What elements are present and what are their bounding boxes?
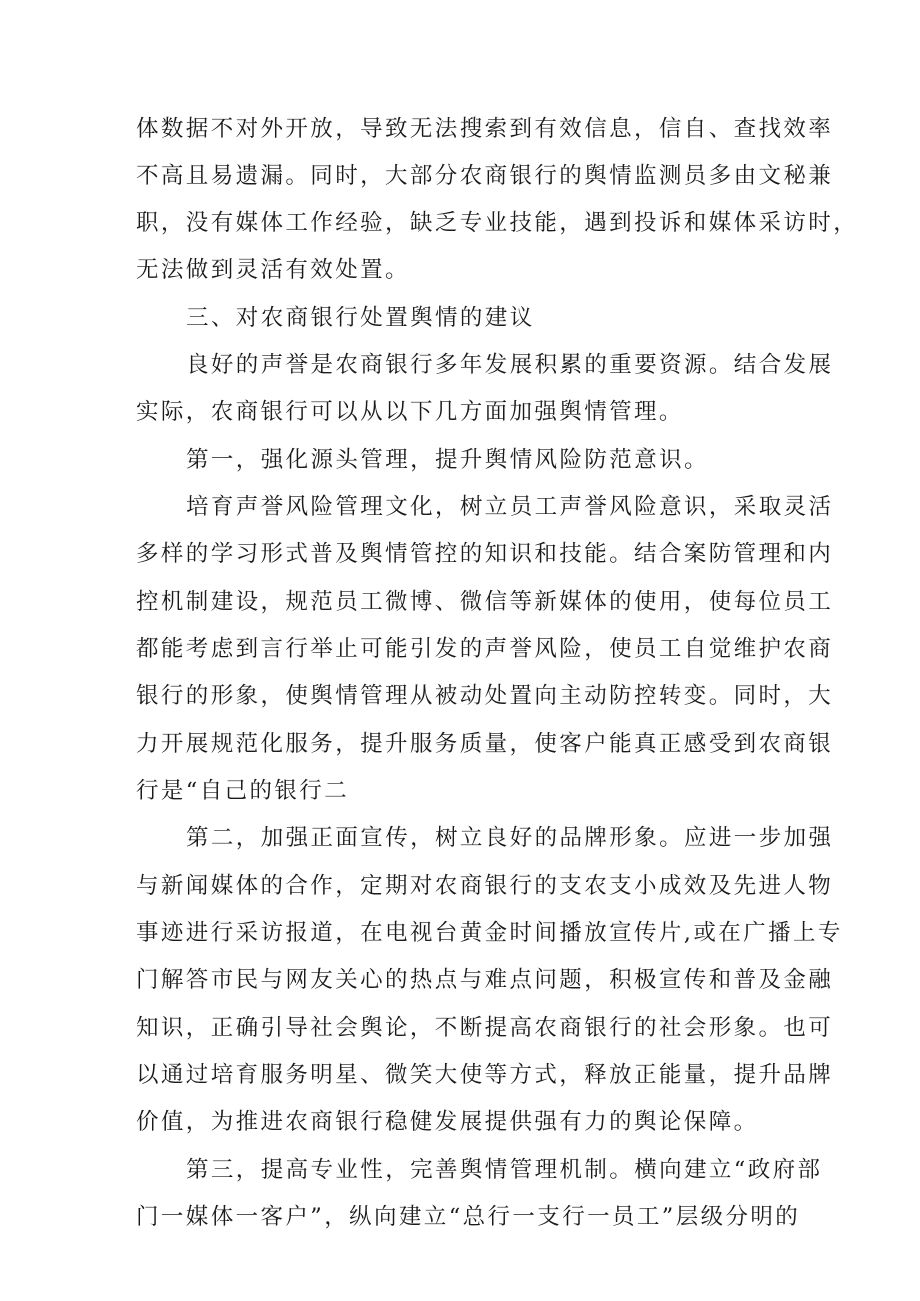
paragraph-line: 价值，为推进农商银行稳健发展提供强有力的舆论保障。 <box>136 1109 759 1135</box>
paragraph-line: 银行的形象，使舆情管理从被动处置向主动防控转变。同时，大 <box>136 683 834 709</box>
paragraph-line: 职，没有媒体工作经验，缺乏专业技能，遇到投诉和媒体采访时， <box>136 210 859 236</box>
paragraph-line: 无法做到灵活有效处置。 <box>136 257 410 283</box>
paragraph-line: 力开展规范化服务，提升服务质量，使客户能真正感受到农商银 <box>136 731 834 757</box>
paragraph-line: 知识，正确引导社会舆论，不断提高农商银行的社会形象。也可 <box>136 1015 834 1041</box>
paragraph-line: 体数据不对外开放，导致无法搜索到有效信息，信自、查找效率 <box>136 116 834 142</box>
section-heading: 三、对农商银行处置舆情的建议 <box>186 305 535 331</box>
paragraph-line: 门解答市民与网友关心的热点与难点问题，积极宣传和普及金融 <box>136 967 834 993</box>
paragraph-line: 门一媒体一客户”，纵向建立“总行一支行一员工”层级分明的 <box>136 1204 801 1230</box>
paragraph-line: 以通过培育服务明星、微笑大使等方式，释放正能量，提升品牌 <box>136 1062 834 1088</box>
paragraph-line: 实际，农商银行可以从以下几方面加强舆情管理。 <box>136 399 684 425</box>
paragraph-line: 不高且易遗漏。同时，大部分农商银行的舆情监测员多由文秘兼 <box>136 163 834 189</box>
paragraph-line: 控机制建设，规范员工微博、微信等新媒体的使用，使每位员工 <box>136 589 834 615</box>
paragraph-line: 都能考虑到言行举止可能引发的声誉风险，使员工自觉维护农商 <box>136 636 834 662</box>
paragraph-line: 与新闻媒体的合作，定期对农商银行的支农支小成效及先进人物 <box>136 873 834 899</box>
paragraph-line: 事迹进行采访报道，在电视台黄金时间播放宣传片,或在广播上专 <box>136 920 843 946</box>
paragraph-line: 第二，加强正面宣传，树立良好的品牌形象。应进一步加强 <box>186 825 834 851</box>
paragraph-line: 第三，提高专业性，完善舆情管理机制。横向建立“政府部 <box>186 1157 823 1183</box>
paragraph-line: 行是“自己的银行二 <box>136 778 350 804</box>
paragraph-line: 多样的学习形式普及舆情管控的知识和技能。结合案防管理和内 <box>136 541 834 567</box>
paragraph-line: 良好的声誉是农商银行多年发展积累的重要资源。结合发展 <box>186 352 834 378</box>
paragraph-line: 培育声誉风险管理文化，树立员工声誉风险意识，采取灵活 <box>186 494 834 520</box>
subheading-line: 第一，强化源头管理，提升舆情风险防范意识。 <box>186 447 709 473</box>
